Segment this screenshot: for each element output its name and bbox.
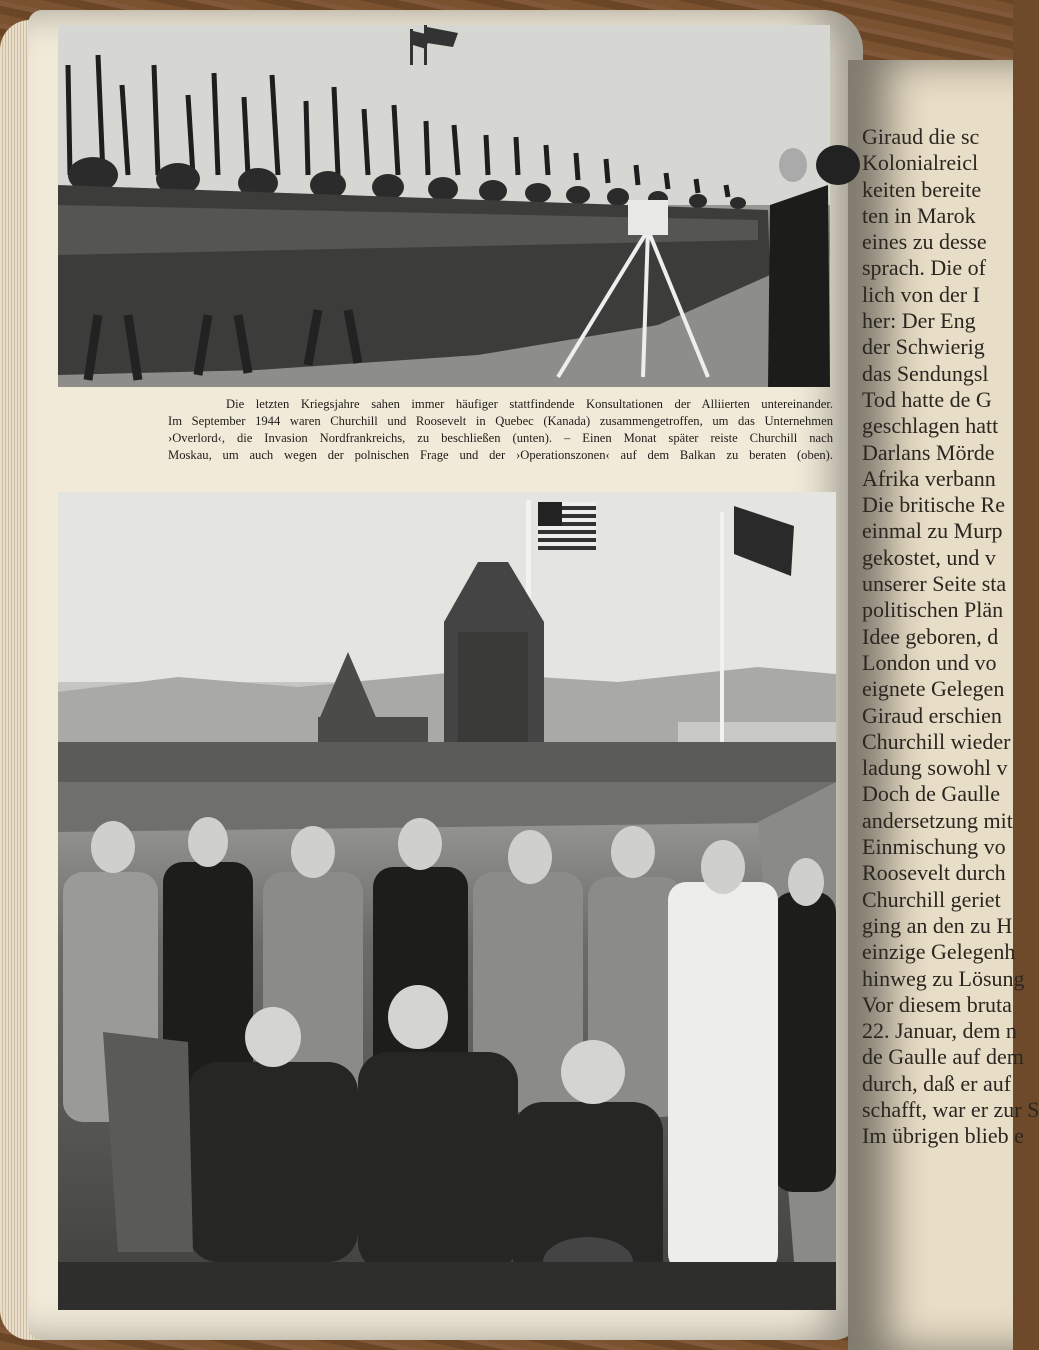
text-line: Darlans Mörde	[862, 439, 995, 465]
text-line: Churchill wieder	[862, 728, 1011, 754]
text-line: eignete Gelegen	[862, 676, 1005, 702]
text-line: Einmischung vo	[862, 834, 1006, 860]
text-line: Idee geboren, d	[862, 623, 999, 649]
text-line: 22. Januar, dem n	[862, 1018, 1017, 1044]
text-line: Churchill geriet	[862, 886, 1001, 912]
text-line: andersetzung mit	[862, 807, 1013, 833]
text-line: das Sendungsl	[862, 360, 989, 386]
text-line: ging an den zu H	[862, 912, 1013, 938]
text-line: Roosevelt durch	[862, 860, 1006, 886]
text-line: London und vo	[862, 649, 997, 675]
caption-line: Im September 1944 waren Churchill und Roosevelt in Quebec (Kanada) zusammengetroffen, um das Unternehmen	[168, 414, 833, 428]
text-line: de Gaulle auf dem	[862, 1044, 1024, 1070]
text-line: politischen Plän	[862, 597, 1004, 623]
text-line: gekostet, und v	[862, 544, 996, 570]
text-line: hinweg zu Lösung	[862, 965, 1025, 991]
text-line: eines zu desse	[862, 229, 987, 255]
text-line: unserer Seite sta	[862, 571, 1007, 597]
photo-marching-soldiers	[58, 25, 830, 387]
caption-line: Die letzten Kriegsjahre sahen immer häufiger stattfindende Konsultationen der Alliierten untereinander.	[226, 397, 833, 411]
text-line: lich von der I	[862, 281, 980, 307]
text-line: Giraud erschien	[862, 702, 1002, 728]
right-page-text	[862, 124, 1039, 1150]
text-line: einzige Gelegenh	[862, 939, 1016, 965]
text-line: sprach. Die of	[862, 255, 987, 281]
text-line: Tod hatte de G	[862, 386, 992, 412]
caption-line: Moskau, um auch wegen der polnischen Frage und der ›Operationszonen‹ auf dem Balkan zu beraten (oben).	[168, 448, 833, 462]
caption-line: ›Overlord‹, die Invasion Nordfrankreichs, zu beschließen (unten). – Einen Monat später reiste Churchill nach	[168, 431, 833, 445]
photo-quebec-conference	[58, 492, 836, 1310]
text-line: Im übrigen blieb e	[862, 1123, 1024, 1149]
text-line: Die britische Re	[862, 492, 1005, 518]
text-line: ladung sowohl v	[862, 755, 1008, 781]
text-line: her: Der Eng	[862, 308, 976, 334]
text-line: einmal zu Murp	[862, 518, 1003, 544]
text-line: ten in Marok	[862, 202, 976, 228]
text-line: Giraud die sc	[862, 124, 980, 149]
text-line: schafft, war er zur S	[862, 1096, 1039, 1122]
text-line: durch, daß er auf	[862, 1070, 1012, 1096]
text-line: Afrika verbann	[862, 465, 996, 491]
text-line: Kolonialreicl	[862, 150, 979, 176]
text-line: Vor diesem bruta	[862, 991, 1012, 1017]
photo-caption	[168, 396, 833, 464]
text-line: geschlagen hatt	[862, 413, 999, 439]
text-line: keiten bereite	[862, 176, 982, 202]
text-line: der Schwierig	[862, 334, 985, 360]
text-line: Doch de Gaulle	[862, 781, 1001, 807]
